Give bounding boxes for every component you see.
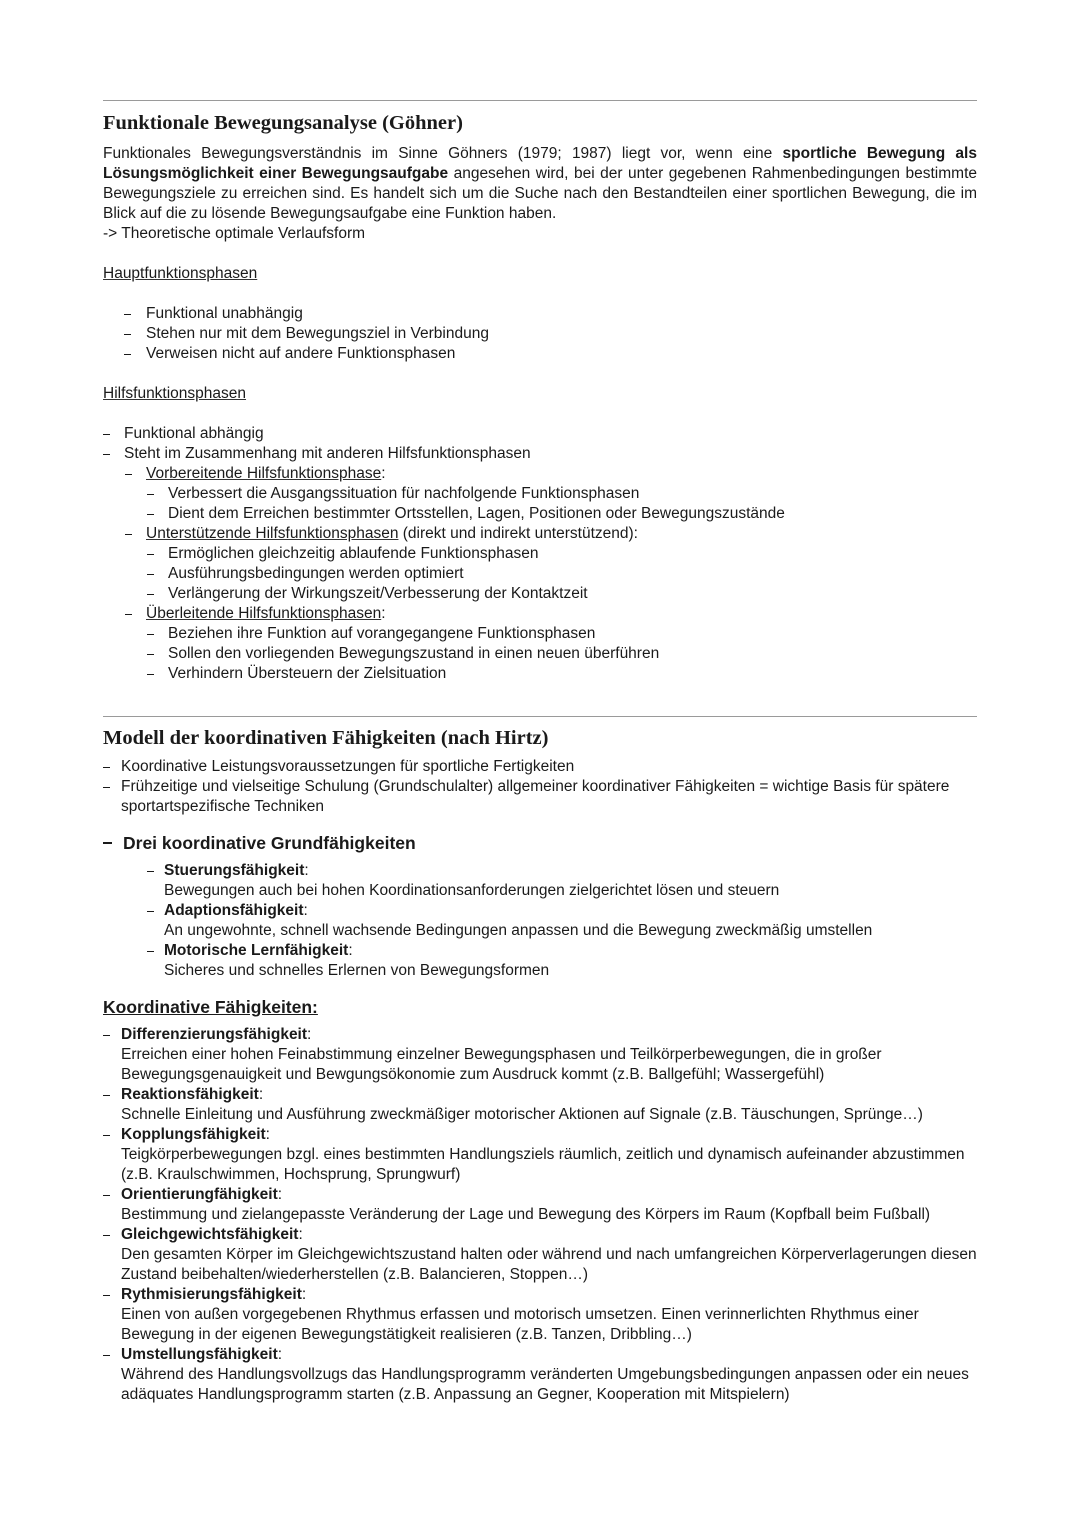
term: Gleichgewichtsfähigkeit bbox=[121, 1226, 299, 1243]
list-item-unterstuetzend bbox=[103, 524, 977, 544]
list-item: Beziehen ihre Funktion auf vorangegangene Funktionsphasen bbox=[103, 624, 977, 644]
term-desc: Den gesamten Körper im Gleichgewichtszustand halten oder während und nach umfangreichen Körperverlagerungen diesen Zustand beibehalten/wiederherstellen (z.B. Balancieren, Stoppen…) bbox=[121, 1246, 977, 1283]
section-title-koordinative-faehigkeiten: Modell der koordinativen Fähigkeiten (nach Hirtz) bbox=[103, 727, 549, 749]
list-item: Steht im Zusammenhang mit anderen Hilfsfunktionsphasen bbox=[103, 444, 977, 464]
list-item: Ausführungsbedingungen werden optimiert bbox=[103, 564, 977, 584]
term-desc: Sicheres und schnelles Erlernen von Bewegungsformen bbox=[164, 962, 550, 979]
intro-text-a: Funktionales Bewegungsverständnis im Sinne Göhners (1979; 1987) liegt vor, wenn eine bbox=[103, 145, 773, 162]
heading-grundfaehigkeiten: Drei koordinative Grundfähigkeiten bbox=[103, 831, 977, 855]
list-item: Sollen den vorliegenden Bewegungszustand in einen neuen überführen bbox=[103, 644, 977, 664]
arrow-line: -> Theoretische optimale Verlaufsform bbox=[103, 225, 366, 242]
list-item-vorbereitend bbox=[103, 464, 977, 484]
heading-koordinative-faehigkeiten: Koordinative Fähigkeiten: bbox=[103, 997, 318, 1017]
term-desc: Teigkörperbewegungen bzgl. eines bestimmten Handlungsziels räumlich, zeitlich und dynamisch aufeinander abzustimmen (z.B. Kraulschwimmen, Hochsprung, Sprungwurf) bbox=[121, 1146, 965, 1183]
term: Adaptionsfähigkeit bbox=[164, 902, 304, 919]
sub-suffix: : bbox=[381, 465, 386, 482]
hilfs-list bbox=[103, 424, 977, 684]
grund-list bbox=[103, 861, 977, 981]
heading-hauptfunktionsphasen: Hauptfunktionsphasen bbox=[103, 265, 258, 282]
term-desc: Schnelle Einleitung und Ausführung zweckmäßiger motorischer Aktionen auf Signale (z.B. Täuschungen, Sprünge…) bbox=[121, 1106, 923, 1123]
list-item: Verweisen nicht auf andere Funktionsphasen bbox=[103, 344, 977, 364]
term: Rythmisierungsfähigkeit bbox=[121, 1286, 302, 1303]
list-item: Funktional unabhängig bbox=[103, 304, 977, 324]
haupt-list bbox=[103, 304, 977, 364]
term-desc: Erreichen einer hohen Feinabstimmung einzelner Bewegungsphasen und Teilkörperbewegungen, die in großer Bewegungsgenauigkeit und Bewgungsökonomie zum Ausdruck kommt (z.B. Ballgefühl; Wassergefühl) bbox=[121, 1046, 882, 1083]
section-title-funktionale-bewegungsanalyse: Funktionale Bewegungsanalyse (Göhner) bbox=[103, 112, 463, 134]
list-item: Reaktionsfähigkeit: Schnelle Einleitung und Ausführung zweckmäßiger motorischer Aktionen auf Signale (z.B. Täuschungen, Sprünge…) bbox=[103, 1085, 977, 1125]
term-desc: Einen von außen vorgegebenen Rhythmus erfassen und motorisch umsetzen. Einen verinnerlichten Rhythmus einer Bewegung in der eigenen Bewegungstätigkeit realisieren (z.B. Tanzen, Dribbling…) bbox=[121, 1306, 919, 1343]
list-item: Adaptionsfähigkeit: An ungewohnte, schnell wachsende Bedingungen anpassen und die Bewegung zweckmäßig umstellen bbox=[103, 901, 977, 941]
list-item: Verbessert die Ausgangssituation für nachfolgende Funktionsphasen bbox=[103, 484, 977, 504]
sub-label: Unterstützende Hilfsfunktionsphasen bbox=[146, 525, 399, 542]
list-item: Stuerungsfähigkeit: Bewegungen auch bei hohen Koordinationsanforderungen zielgerichtet lösen und steuern bbox=[103, 861, 977, 901]
sub-label: Überleitende Hilfsfunktionsphasen bbox=[146, 605, 382, 622]
term: Orientierungfähigkeit bbox=[121, 1186, 278, 1203]
term: Umstellungsfähigkeit bbox=[121, 1346, 278, 1363]
list-item: Dient dem Erreichen bestimmter Ortsstellen, Lagen, Positionen oder Bewegungszustände bbox=[103, 504, 977, 524]
intro-text-bold: sportliche Bewegung als Lösungsmöglichkeit einer Bewegungsaufgabe bbox=[103, 145, 977, 182]
term: Kopplungsfähigkeit bbox=[121, 1126, 266, 1143]
term: Differenzierungsfähigkeit bbox=[121, 1026, 308, 1043]
term: Motorische Lernfähigkeit bbox=[164, 942, 349, 959]
document-page bbox=[103, 100, 977, 1405]
list-item-ueberleitend bbox=[103, 604, 977, 624]
heading-hilfsfunktionsphasen: Hilfsfunktionsphasen bbox=[103, 385, 247, 402]
list-item: Motorische Lernfähigkeit: Sicheres und schnelles Erlernen von Bewegungsformen bbox=[103, 941, 977, 981]
hirtz-intro-list bbox=[103, 757, 977, 817]
sub-suffix: (direkt und indirekt unterstützend): bbox=[398, 525, 638, 542]
list-item: Umstellungsfähigkeit: Während des Handlungsvollzugs das Handlungsprogramm veränderten Umgebungsbedingungen anpassen oder ein neues adäquates Handlungsprogramm starten (z.B. Anpassung an Gegner, Kooperation mit Mitspielern) bbox=[103, 1345, 977, 1405]
sub-suffix: : bbox=[381, 605, 386, 622]
section-divider bbox=[103, 100, 977, 101]
term-desc: Bestimmung und zielangepasste Veränderung der Lage und Bewegung des Körpers im Raum (Kopfball beim Fußball) bbox=[121, 1206, 931, 1223]
term-desc: An ungewohnte, schnell wachsende Bedingungen anpassen und die Bewegung zweckmäßig umstellen bbox=[164, 922, 873, 939]
list-item: Rythmisierungsfähigkeit: Einen von außen vorgegebenen Rhythmus erfassen und motorisch umsetzen. Einen verinnerlichten Rhythmus einer Bewegung in der eigenen Bewegungstätigkeit realisieren (z.B. Tanzen, Dribbling…) bbox=[103, 1285, 977, 1345]
list-item: Ermöglichen gleichzeitig ablaufende Funktionsphasen bbox=[103, 544, 977, 564]
intro-text-b: angesehen wird, bei der unter gegebenen Rahmenbedingungen bestimmte Bewegungsziele zu erreichen sind. Es handelt sich um die Suche nach den Bestandteilen einer sportlichen Bewegung, die im Blick auf die zu lösende Bewegungsaufgabe eine Funktion haben. bbox=[103, 165, 978, 222]
list-item: Kopplungsfähigkeit: Teigkörperbewegungen bzgl. eines bestimmten Handlungsziels räumlich, zeitlich und dynamisch aufeinander abzustimmen (z.B. Kraulschwimmen, Hochsprung, Sprungwurf) bbox=[103, 1125, 977, 1185]
list-item: Gleichgewichtsfähigkeit: Den gesamten Körper im Gleichgewichtszustand halten oder während und nach umfangreichen Körperverlagerungen diesen Zustand beibehalten/wiederherstellen (z.B. Balancieren, Stoppen…) bbox=[103, 1225, 977, 1285]
list-item: Verhindern Übersteuern der Zielsituation bbox=[103, 664, 977, 684]
list-item: Orientierungfähigkeit: Bestimmung und zielangepasste Veränderung der Lage und Bewegung des Körpers im Raum (Kopfball beim Fußball) bbox=[103, 1185, 977, 1225]
section-divider bbox=[103, 716, 977, 717]
sub-label: Vorbereitende Hilfsfunktionsphase bbox=[146, 465, 382, 482]
list-item: Koordinative Leistungsvoraussetzungen für sportliche Fertigkeiten bbox=[103, 757, 977, 777]
term: Stuerungsfähigkeit bbox=[164, 862, 305, 879]
term: Reaktionsfähigkeit bbox=[121, 1086, 259, 1103]
list-item: Differenzierungsfähigkeit: Erreichen einer hohen Feinabstimmung einzelner Bewegungsphasen und Teilkörperbewegungen, die in großer Bewegungsgenauigkeit und Bewgungsökonomie zum Ausdruck kommt (z.B. Ballgefühl; Wassergefühl) bbox=[103, 1025, 977, 1085]
term-desc: Bewegungen auch bei hohen Koordinationsanforderungen zielgerichtet lösen und steuern bbox=[164, 882, 780, 899]
term-desc: Während des Handlungsvollzugs das Handlungsprogramm veränderten Umgebungsbedingungen anpassen oder ein neues adäquates Handlungsprogramm starten (z.B. Anpassung an Gegner, Kooperation mit Mitspielern) bbox=[121, 1366, 969, 1403]
list-item: Stehen nur mit dem Bewegungsziel in Verbindung bbox=[103, 324, 977, 344]
list-item: Funktional abhängig bbox=[103, 424, 977, 444]
koord-list bbox=[103, 1025, 977, 1405]
list-item: Frühzeitige und vielseitige Schulung (Grundschulalter) allgemeiner koordinativer Fähigkeiten = wichtige Basis für spätere sportartspezifische Techniken bbox=[103, 777, 977, 817]
intro-paragraph bbox=[103, 144, 977, 224]
list-item: Verlängerung der Wirkungszeit/Verbesserung der Kontaktzeit bbox=[103, 584, 977, 604]
